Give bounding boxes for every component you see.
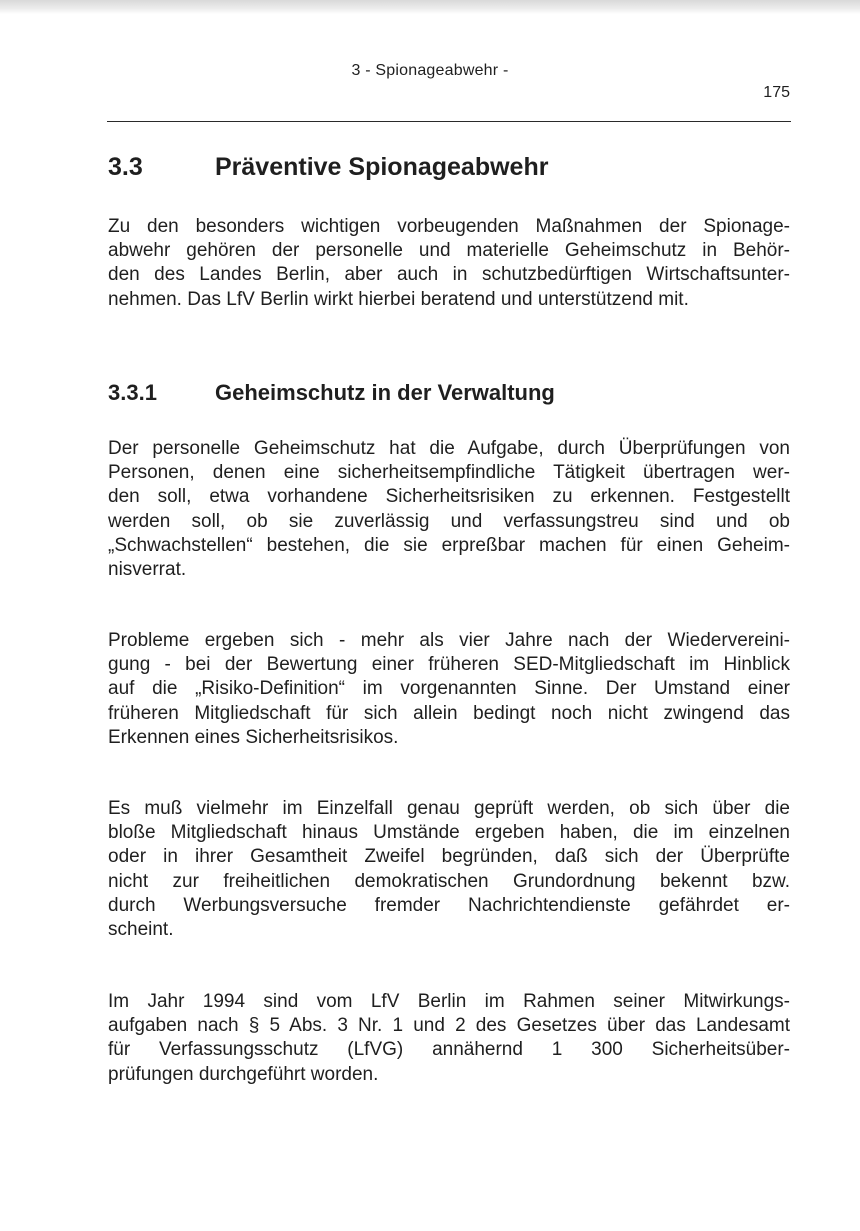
text-line: Probleme ergeben sich - mehr als vier Jahre nach der Wiedervereini- [108,630,790,651]
section-heading [108,152,548,182]
text-line: „Schwachstellen“ bestehen, die sie erpreßbar machen für einen Geheim- [108,534,790,556]
text-line: den soll, etwa vorhandene Sicherheitsrisiken zu erkennen. Festgestellt [108,486,790,508]
intro-paragraph [108,215,790,312]
text-line: aufgaben nach § 5 Abs. 3 Nr. 1 und 2 des Gesetzes über das Landesamt [108,1015,790,1037]
text-line: bloße Mitgliedschaft hinaus Umstände ergeben haben, die im einzelnen [108,822,790,844]
section-number: 3.3 [108,153,143,181]
text-line: werden soll, ob sie zuverlässig und verfassungstreu sind und ob [108,510,790,532]
text-line: Erkennen eines Sicherheitsrisikos. [108,726,399,748]
section-title: Präventive Spionageabwehr [215,153,549,181]
page-number: 175 [763,84,790,101]
subsection-number: 3.3.1 [108,380,157,405]
text-line: prüfungen durchgeführt worden. [108,1063,379,1085]
subsection-heading [108,378,555,408]
text-line: nehmen. Das LfV Berlin wirkt hierbei beratend und unterstützend mit. [108,288,689,310]
scan-edge-shadow [0,0,860,14]
text-line: oder in ihrer Gesamtheit Zweifel begründen, daß sich der Überprüfte [108,846,790,868]
paragraph-2 [108,629,790,750]
text-line: Im Jahr 1994 sind vom LfV Berlin im Rahmen seiner Mitwirkungs- [108,991,790,1012]
text-line: früheren Mitgliedschaft für sich allein bedingt noch nicht zwingend das [108,702,790,724]
text-line: abwehr gehören der personelle und materielle Geheimschutz in Behör- [108,240,790,262]
text-line: durch Werbungsversuche fremder Nachrichtendienste gefährdet er- [108,894,790,916]
text-line: den des Landes Berlin, aber auch in schutzbedürftigen Wirtschaftsunter- [108,264,790,286]
subsection-title: Geheimschutz in der Verwaltung [215,380,555,405]
text-line: nisverrat. [108,559,187,581]
text-line: Es muß vielmehr im Einzelfall genau geprüft werden, ob sich über die [108,798,790,819]
header-rule [107,121,791,122]
running-header: 3 - Spionageabwehr - [351,62,509,79]
paragraph-3 [108,797,790,942]
text-line: nicht zur freiheitlichen demokratischen Grundordnung bekennt bzw. [108,870,790,892]
text-line: auf die „Risiko-Definition“ im vorgenannten Sinne. Der Umstand einer [108,678,790,700]
text-line: scheint. [108,919,174,941]
paragraph-1 [108,437,790,582]
text-line: für Verfassungsschutz (LfVG) annähernd 1 300 Sicherheitsüber- [108,1039,790,1061]
paragraph-4 [108,990,790,1087]
text-line: Zu den besonders wichtigen vorbeugenden Maßnahmen der Spionage- [108,216,790,237]
text-line: Der personelle Geheimschutz hat die Aufgabe, durch Überprüfungen von [108,438,790,459]
text-line: Personen, denen eine sicherheitsempfindliche Tätigkeit übertragen wer- [108,462,790,484]
text-line: gung - bei der Bewertung einer früheren SED-Mitgliedschaft im Hinblick [108,654,790,676]
